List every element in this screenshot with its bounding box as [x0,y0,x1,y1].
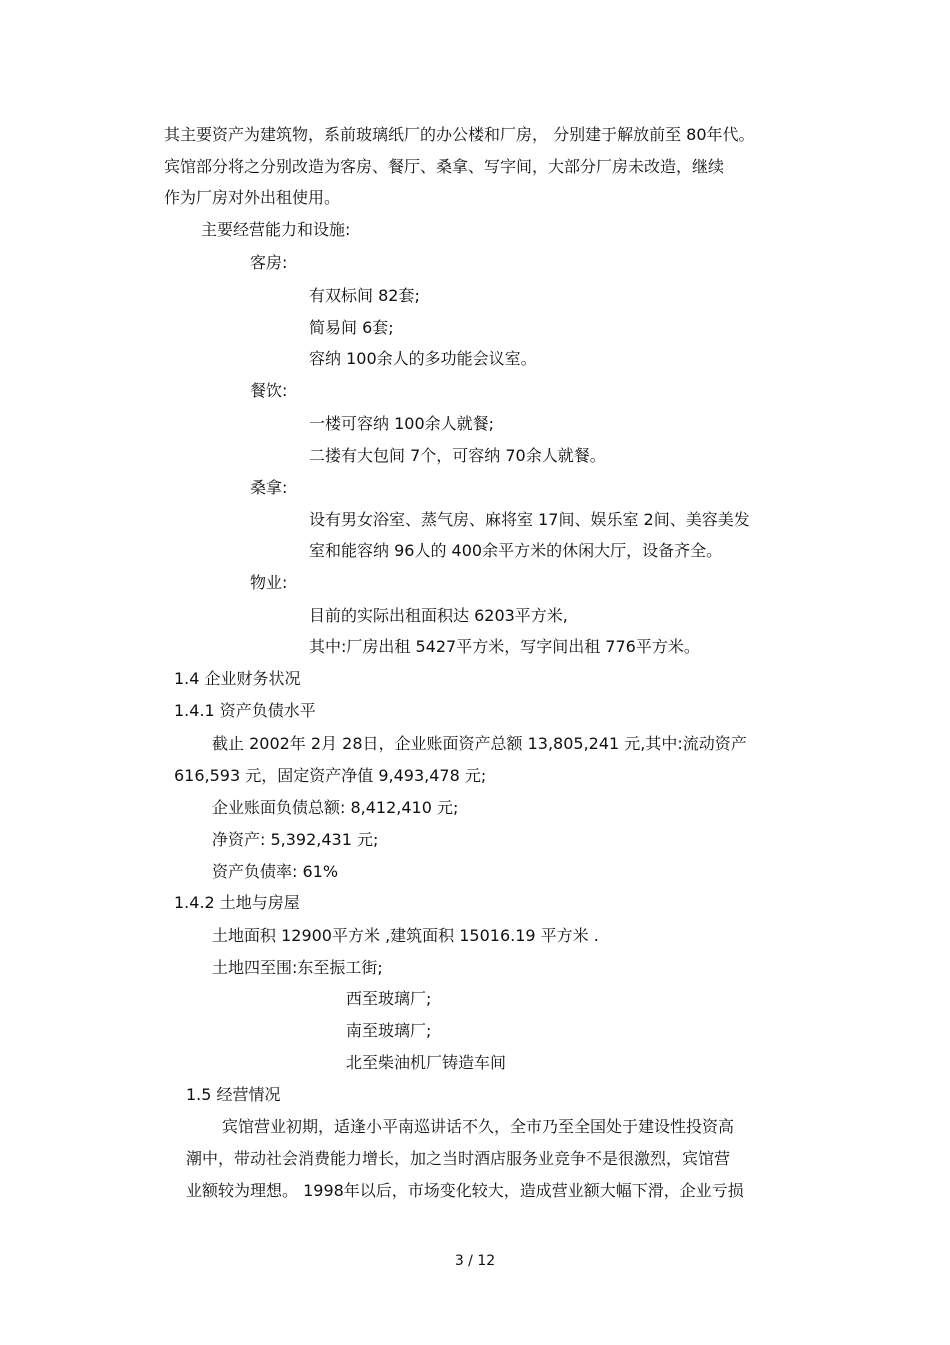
text-line: 一楼可容纳 100余人就餐; [309,414,495,433]
section-label: 餐饮: [250,381,288,400]
text-line: 容纳 100余人的多功能会议室。 [309,349,537,368]
text-line: 其中:厂房出租 5427平方米，写字间出租 776平方米。 [309,637,700,656]
section-label: 桑拿: [250,478,288,497]
text-line: 土地四至围:东至振工街; [212,958,383,977]
text-line: 净资产: 5,392,431 元; [212,830,379,849]
text-line: 企业账面负债总额: 8,412,410 元; [212,798,459,817]
text-line: 业额较为理想。 1998年以后，市场变化较大，造成营业额大幅下滑，企业亏损 [186,1181,744,1200]
text-line: 616,593 元，固定资产净值 9,493,478 元; [174,766,487,785]
text-line: 南至玻璃厂; [346,1021,432,1040]
text-line: 简易间 6套; [309,318,394,337]
text-line: 截止 2002年 2月 28日，企业账面资产总额 13,805,241 元,其中:流动资产 [212,734,747,753]
section-heading: 1.5 经营情况 [186,1085,281,1104]
text-line: 宾馆部分将之分别改造为客房、餐厅、桑拿、写字间，大部分厂房未改造，继续 [164,157,725,176]
text-line: 北至柴油机厂铸造车间 [346,1053,507,1072]
text-line: 目前的实际出租面积达 6203平方米, [309,606,568,625]
page-number: 3 / 12 [454,1253,496,1269]
text-line: 西至玻璃厂; [346,989,432,1008]
text-line: 资产负债率: 61% [212,862,339,881]
text-line: 主要经营能力和设施: [201,220,351,239]
text-line: 二搂有大包间 7个，可容纳 70余人就餐。 [309,446,606,465]
text-line: 潮中，带动社会消费能力增长，加之当时酒店服务业竞争不是很激烈，宾馆营 [186,1149,731,1168]
text-line: 设有男女浴室、蒸气房、麻将室 17间、娱乐室 2间、美容美发 [309,510,750,529]
section-label: 物业: [250,573,288,592]
text-line: 宾馆营业初期，适逢小平南巡讲话不久，全市乃至全国处于建设性投资高 [222,1117,735,1136]
text-line: 土地面积 12900平方米 ,建筑面积 15016.19 平方米 . [212,926,599,945]
text-line: 其主要资产为建筑物，系前玻璃纸厂的办公楼和厂房， 分别建于解放前至 80年代。 [164,125,755,144]
section-label: 客房: [250,253,288,272]
section-heading: 1.4.1 资产负债水平 [174,701,316,720]
text-line: 有双标间 82套; [309,286,420,305]
section-heading: 1.4 企业财务状况 [174,669,301,688]
text-line: 作为厂房对外出租使用。 [164,188,341,207]
section-heading: 1.4.2 土地与房屋 [174,893,300,912]
text-line: 室和能容纳 96人的 400余平方米的休闲大厅，设备齐全。 [309,541,723,560]
